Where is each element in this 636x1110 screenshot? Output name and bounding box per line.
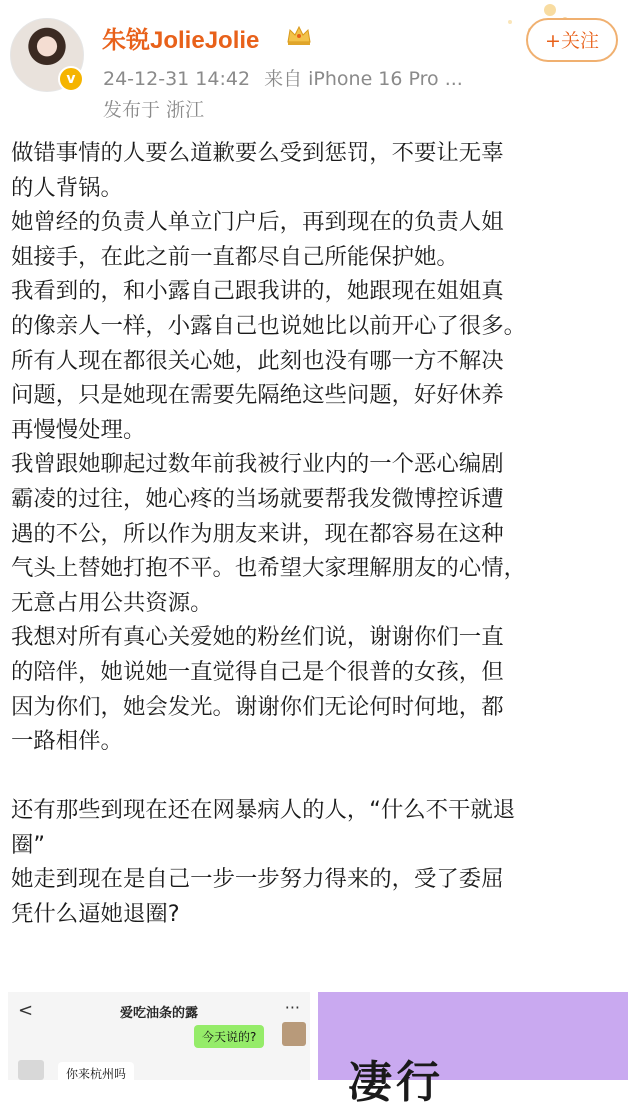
timestamp: 24-12-31 14:42: [103, 68, 251, 90]
post-location: 发布于 浙江: [103, 99, 205, 121]
post-line: 霸凌的过往，她心疼的当场就要帮我发微博控诉遭: [11, 485, 504, 512]
post-line: 我曾跟她聊起过数年前我被行业内的一个恶心编剧: [11, 451, 504, 478]
post-line: 的像亲人一样，小露自己也说她比以前开心了很多。: [11, 312, 526, 339]
post-source: 来自 iPhone 16 Pro ...: [264, 68, 463, 90]
post-line: 一路相伴。: [11, 728, 123, 755]
chat-back-icon: <: [18, 1000, 34, 1021]
chat-screenshot-image[interactable]: [8, 992, 310, 1080]
post-line: 的陪伴，她说她一直觉得自己是个很普的女孩，但: [11, 658, 504, 685]
post-line: 的人背锅。: [11, 174, 123, 201]
post-line: 她曾经的负责人单立门户后，再到现在的负责人姐: [11, 209, 504, 236]
post-line: 我想对所有真心关爱她的粉丝们说，谢谢你们一直: [11, 624, 504, 651]
second-image-text: 凄行: [348, 1057, 444, 1108]
post-body: [11, 136, 625, 932]
chat-avatar-right: [282, 1022, 306, 1046]
follow-button[interactable]: +关注: [526, 18, 618, 62]
post-line: 无意占用公共资源。: [11, 589, 213, 616]
post-line: [11, 759, 625, 794]
post-line: 凭什么逼她退圈?: [11, 901, 180, 928]
verified-badge-icon: v: [58, 66, 84, 92]
chat-message-right: 今天说的?: [194, 1025, 264, 1048]
post-line: 圈”: [11, 831, 45, 858]
post-line: 问题，只是她现在需要先隔绝这些问题，好好休养: [11, 382, 504, 409]
post-line: 做错事情的人要么道歉要么受到惩罚，不要让无辜: [11, 140, 504, 166]
second-image[interactable]: [318, 992, 628, 1108]
post-meta: [103, 64, 463, 91]
crown-icon: [286, 24, 312, 46]
post-line: 所有人现在都很关心她，此刻也没有哪一方不解决: [11, 347, 504, 374]
chat-avatar-left: [18, 1060, 44, 1080]
post-line: 姐接手，在此之前一直都尽自己所能保护她。: [11, 243, 459, 270]
post-line: 她走到现在是自己一步一步努力得来的，受了委屈: [11, 866, 504, 893]
post-line: 气头上替她打抱不平。也希望大家理解朋友的心情，: [11, 555, 526, 582]
post-header: [0, 0, 636, 130]
attachment-images: [8, 992, 628, 1108]
post-line: 因为你们，她会发光。谢谢你们无论何时何地，都: [11, 693, 504, 720]
chat-title: 爱吃油条的露: [119, 1006, 198, 1021]
post-line: 还有那些到现在还在网暴病人的人，“什么不干就退: [11, 797, 516, 824]
chat-more-icon: ···: [284, 998, 300, 1017]
post-line: 再慢慢处理。: [11, 416, 146, 443]
username[interactable]: 朱锐JolieJolie: [102, 27, 260, 54]
chat-message-left: 你来杭州吗: [58, 1062, 134, 1085]
post-line: 遇的不公，所以作为朋友来讲，现在都容易在这种: [11, 520, 504, 547]
post-line: 我看到的，和小露自己跟我讲的，她跟现在姐姐真: [11, 278, 504, 305]
